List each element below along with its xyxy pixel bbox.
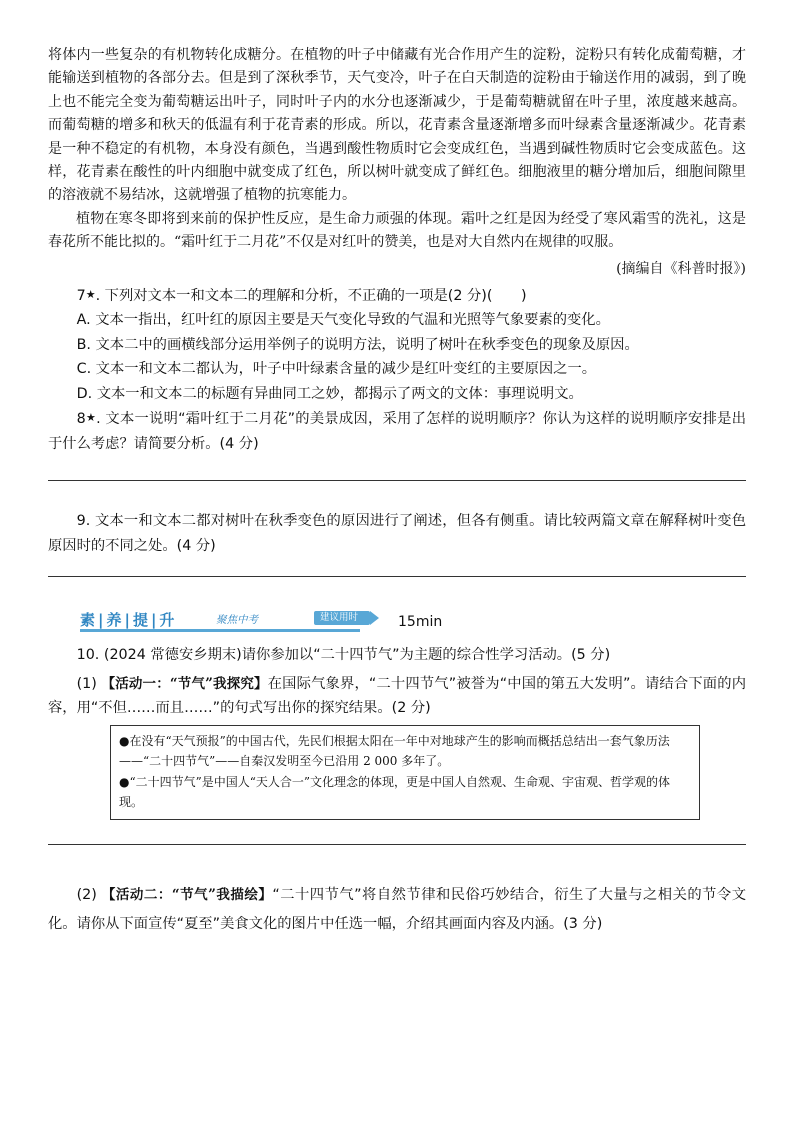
part-2-number: (2) — [76, 886, 97, 903]
option-a[interactable]: A. 文本一指出，红叶红的原因主要是天气变化导致的气温和光照等气象要素的变化。 — [76, 312, 610, 329]
question-8 — [48, 406, 746, 456]
question-9: 9. 文本一和文本二都对树叶在秋季变色的原因进行了阐述，但各有侧重。请比较两篇文章在解释树叶变色原因时的不同之处。(4 分) — [48, 513, 746, 554]
option-b[interactable]: B. 文本二中的画横线部分运用举例子的说明方法，说明了树叶在秋季变色的现象及原因。 — [76, 336, 639, 353]
document-page — [48, 44, 746, 939]
question-10-part-2 — [48, 881, 746, 939]
question-10-stem: 10. (2024 常德安乡期末)请你参加以“二十四节气”为主题的综合性学习活动。(5 分) — [76, 647, 611, 664]
info-box — [110, 725, 700, 820]
part-1-text: 在国际气象界，“二十四节气”被誉为“中国的第五大发明”。请结合下面的内容，用“不但……而且……”的句式写出你的探究结果。(2 分) — [48, 675, 747, 717]
option-c[interactable]: C. 文本一和文本二都认为，叶子中叶绿素含量的减少是红叶变红的主要原因之一。 — [76, 361, 597, 378]
activity-1-label: 【活动一：“节气”我探究】 — [101, 675, 268, 692]
option-d[interactable]: D. 文本一和文本二的标题有异曲同工之妙，都揭示了两文的文体：事理说明文。 — [76, 385, 583, 402]
question-8-text: . 文本一说明“霜叶红于二月花”的美景成因，采用了怎样的说明顺序？你认为这样的说明顺序安排是出于什么考虑？请简要分析。(4 分) — [48, 411, 746, 452]
passage-paragraph-2: 植物在寒冬即将到来前的保护性反应，是生命力顽强的体现。霜叶之红是因为经受了寒风霜雪的洗礼，这是春花所不能比拟的。“霜叶红于二月花”不仅是对红叶的赞美，也是对大自然内在规律的叹服。 — [48, 210, 746, 251]
question-8-number: 8 — [76, 411, 86, 428]
banner-title: 素|养|提|升 — [80, 611, 178, 630]
star-icon: ★ — [85, 287, 96, 301]
info-box-item-1: ●在没有“天气预报”的中国古代，先民们根据太阳在一年中对地球产生的影响而概括总结出一套气象历法——“二十四节气”——自秦汉发明至今已沿用 2 000 多年了。 — [119, 733, 670, 769]
info-box-item-2: ●“二十四节气”是中国人“天人合一”文化理念的体现，更是中国人自然观、生命观、宇宙观、哲学观的体现。 — [119, 774, 671, 810]
banner-subtitle: 聚焦中考 — [216, 614, 258, 627]
question-7-number: 7 — [76, 287, 86, 304]
question-7-text: . 下列对文本一和文本二的理解和分析，不正确的一项是(2 分)( ) — [95, 287, 527, 304]
passage-source: (摘编自《科普时报》) — [616, 260, 746, 277]
passage-paragraph-1: 将体内一些复杂的有机物转化成糖分。在植物的叶子中储藏有光合作用产生的淀粉，淀粉只有转化成葡萄糖，才能输送到植物的各部分去。但是到了深秋季节，天气变冷，叶子在白天制造的淀粉由于输送作用的减弱，到了晚上也不能完全变为葡萄糖运出叶子，同时叶子内的水分也逐渐减少，于是葡萄糖就留在叶子里，浓度越来越高。而葡萄糖的增多和秋天的低温有利于花青素的形成。所以，花青素含量逐渐增多而叶绿素含量逐渐减少。花青素是一种不稳定的有机物，本身没有颜色，当遇到酸性物质时它会变成红色，当遇到碱性物质时它会变成蓝色。这样，花青素在酸性的叶内细胞中就变成了红色，所以树叶就变成了鲜红色。细胞液里的糖分增加后，细胞间隙里的溶液就不易结冰，这就增强了植物的抗寒能力。 — [48, 47, 746, 204]
question-10-part-1 — [48, 672, 746, 721]
part-2-text: “二十四节气”将自然节律和民俗巧妙结合，衍生了大量与之相关的节令文化。请你从下面宣传“夏至”美食文化的图片中任选一幅，介绍其画面内容及内涵。(3 分) — [48, 886, 747, 932]
part-1-number: (1) — [76, 675, 97, 692]
question-7 — [48, 283, 746, 407]
activity-2-label: 【活动二：“节气”我描绘】 — [101, 886, 273, 903]
banner-time: 15min — [398, 614, 443, 631]
star-icon: ★ — [85, 411, 97, 425]
banner-time-tag: 建议用时 — [314, 611, 370, 625]
section-banner — [48, 611, 746, 635]
question-7-stem — [48, 283, 746, 309]
